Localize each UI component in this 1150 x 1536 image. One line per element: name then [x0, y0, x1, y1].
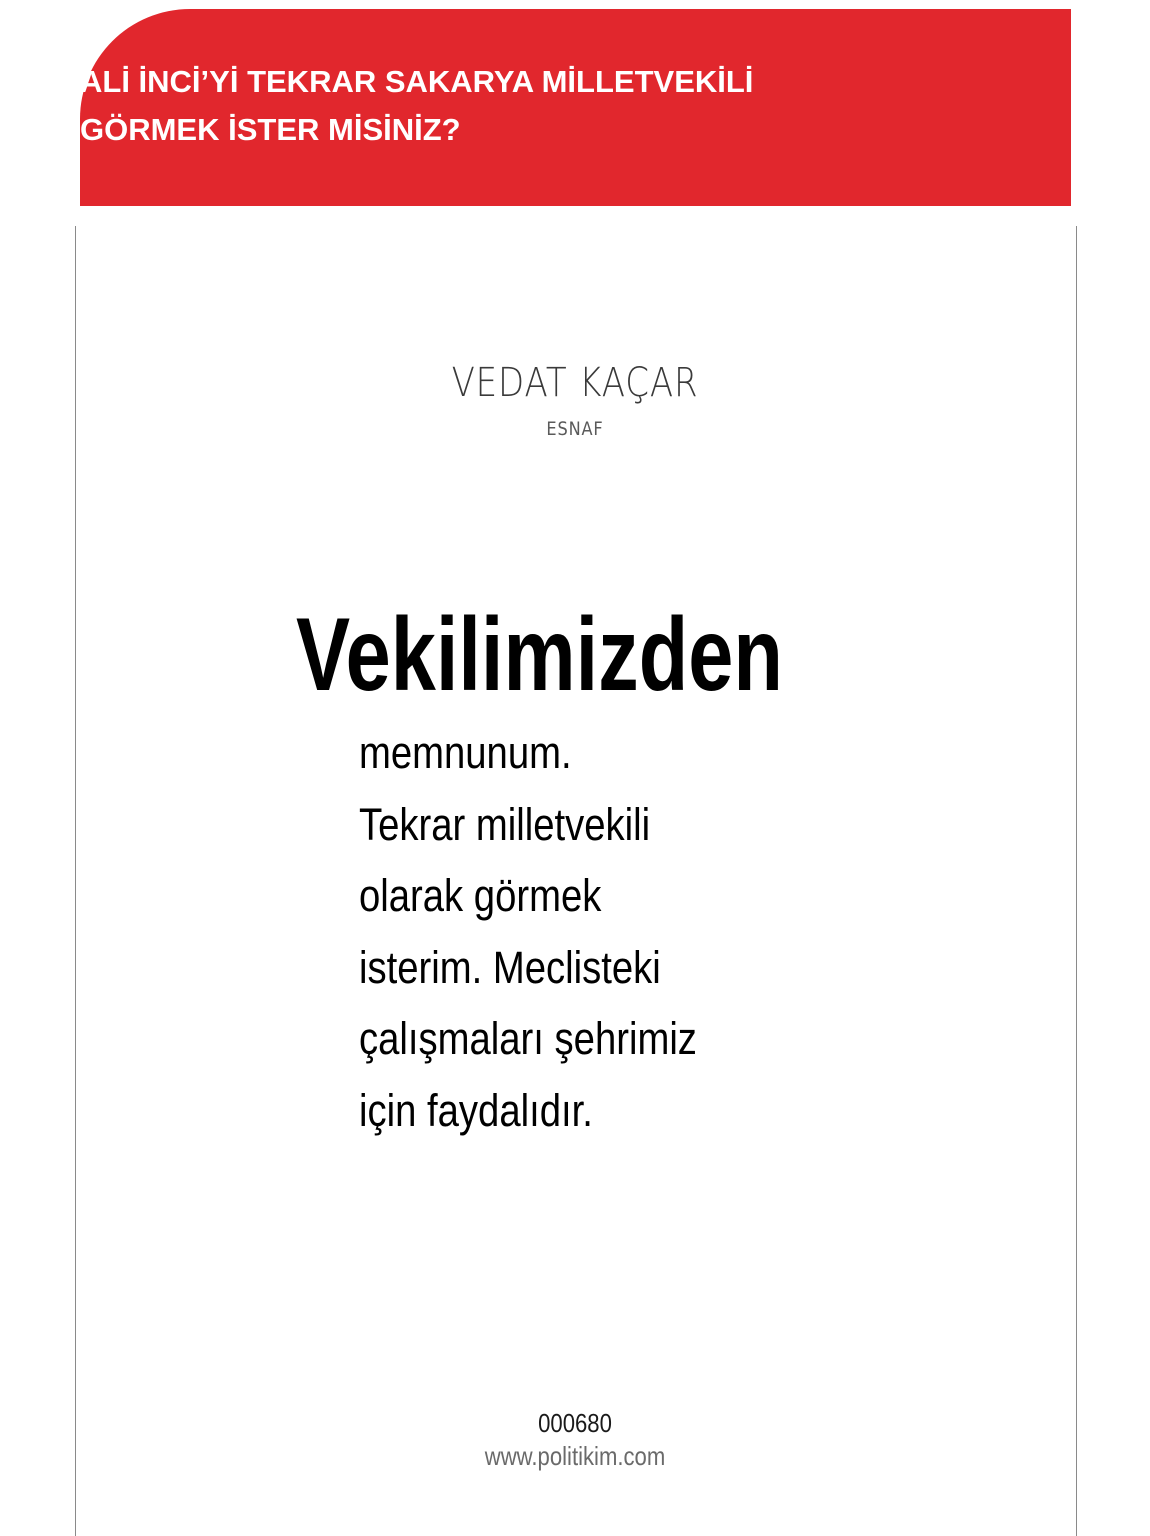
header-title-line-2: GÖRMEK İSTER MİSİNİZ?: [80, 112, 461, 147]
quote-line: için faydalıdır.: [359, 1084, 593, 1136]
quote-line: Tekrar milletvekili: [359, 798, 651, 850]
header-title: [80, 58, 960, 154]
quote-headline: Vekilimizden: [296, 597, 783, 713]
reference-number: 000680: [538, 1408, 612, 1438]
quote-line: çalışmaları şehrimiz: [359, 1013, 697, 1064]
quote-body: [359, 717, 697, 1146]
quote-line: isterim. Meclisteki: [359, 941, 661, 993]
frame-right-border: [1076, 226, 1077, 1536]
frame-left-border: [75, 226, 76, 1536]
header-title-line-1: ALİ İNCİ’Yİ TEKRAR SAKARYA MİLLETVEKİLİ: [80, 64, 754, 99]
website-url: www.politikim.com: [484, 1441, 666, 1471]
quote-line: memnunum.: [359, 727, 572, 778]
person-role: ESNAF: [546, 418, 604, 440]
quote-line: olarak görmek: [359, 870, 602, 921]
person-name: VEDAT KAÇAR: [451, 360, 699, 406]
